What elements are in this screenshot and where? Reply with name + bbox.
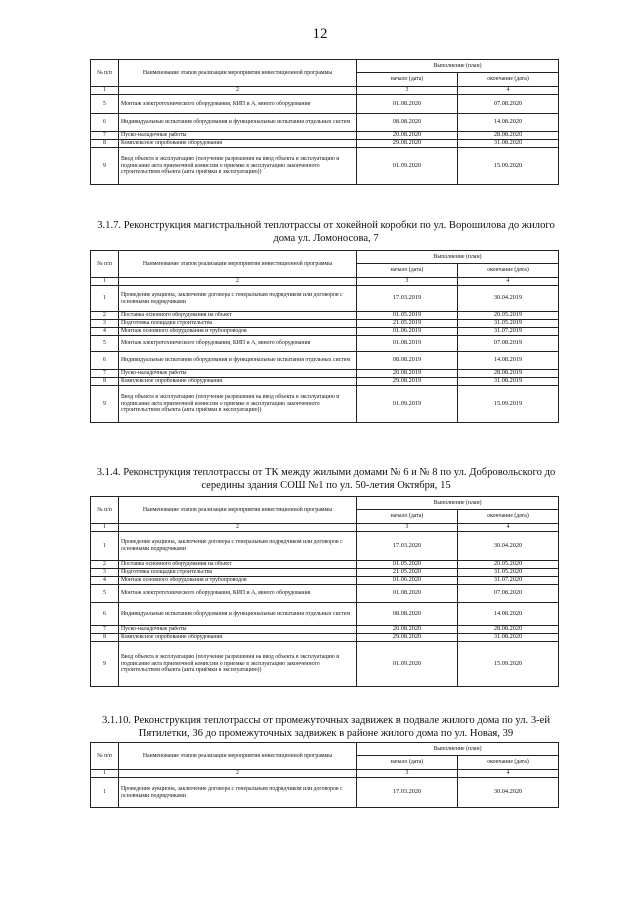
table-row xyxy=(91,585,559,603)
end-date: 15.09.2020 xyxy=(458,642,559,687)
column-header-stage: Наименование этапов реализации мероприятия инвестиционной программы xyxy=(119,497,357,524)
column-index: 2 xyxy=(119,87,357,95)
table-row xyxy=(91,132,559,140)
column-index: 3 xyxy=(357,278,458,286)
header-row xyxy=(91,251,559,264)
row-number: 6 xyxy=(91,114,119,132)
stage-name: Комплексное опробование оборудования xyxy=(119,140,357,148)
end-date: 15.09.2019 xyxy=(458,386,559,423)
end-date: 31.07.2020 xyxy=(458,577,559,585)
column-header-end: окончание (дата) xyxy=(458,756,559,770)
table-row xyxy=(91,336,559,352)
end-date: 15.09.2020 xyxy=(458,148,559,185)
start-date: 29.08.2020 xyxy=(357,140,458,148)
section-heading: 3.1.10. Реконструкция теплотрассы от промежуточных задвижек в подвале жилого дома по ул. 3-ей Пятилетки, 36 до промежуточных задвижек в районе жилого дома по ул. Новая, 39 xyxy=(101,715,551,739)
row-number: 8 xyxy=(91,140,119,148)
end-date: 31.08.2020 xyxy=(458,634,559,642)
stage-name: Пуско-наладочные работы xyxy=(119,370,357,378)
table-row xyxy=(91,561,559,569)
column-index-row xyxy=(91,278,559,286)
column-header-num: № п/п xyxy=(91,497,119,524)
schedule-table xyxy=(90,59,559,185)
row-number: 1 xyxy=(91,778,119,808)
stage-name: Монтаж основного оборудования и трубопроводов xyxy=(119,577,357,585)
stage-name: Проведение аукциона, заключение договора с генеральным подрядчиком или договоров с основными подрядчиками xyxy=(119,286,357,312)
stage-name: Комплексное опробование оборудования xyxy=(119,634,357,642)
column-header-stage: Наименование этапов реализации мероприятия инвестиционной программы xyxy=(119,60,357,87)
stage-name: Монтаж электротехнического оборудования, КИП и А, явного оборудования xyxy=(119,336,357,352)
start-date: 17.03.2019 xyxy=(357,286,458,312)
start-date: 17.03.2020 xyxy=(357,778,458,808)
end-date: 31.07.2019 xyxy=(458,328,559,336)
end-date: 30.04.2020 xyxy=(458,532,559,561)
start-date: 20.08.2020 xyxy=(357,626,458,634)
row-number: 2 xyxy=(91,312,119,320)
table-row xyxy=(91,569,559,577)
row-number: 8 xyxy=(91,634,119,642)
table-row xyxy=(91,328,559,336)
column-header-execution: Выполнение (план) xyxy=(357,60,559,73)
end-date: 28.08.2019 xyxy=(458,370,559,378)
table-row xyxy=(91,532,559,561)
stage-name: Ввод объекта в эксплуатацию (получение разрешения на ввод объекта в эксплуатацию и подписание акта приемочной комиссии о приемке в эксплуатацию законченного строительством объекта (акта приёмки в эксплуатацию)) xyxy=(119,148,357,185)
start-date: 29.08.2020 xyxy=(357,634,458,642)
stage-name: Подготовка площадки строительства xyxy=(119,320,357,328)
table-row xyxy=(91,370,559,378)
table-row xyxy=(91,634,559,642)
end-date: 07.08.2020 xyxy=(458,585,559,603)
end-date: 14.08.2020 xyxy=(458,603,559,626)
column-index: 2 xyxy=(119,524,357,532)
row-number: 8 xyxy=(91,378,119,386)
start-date: 01.08.2019 xyxy=(357,336,458,352)
column-header-num: № п/п xyxy=(91,251,119,278)
row-number: 2 xyxy=(91,561,119,569)
column-index: 1 xyxy=(91,770,119,778)
stage-name: Индивидуальные испытания оборудования и функциональные испытания отдельных систем xyxy=(119,114,357,132)
table-row xyxy=(91,626,559,634)
row-number: 6 xyxy=(91,352,119,370)
start-date: 08.08.2019 xyxy=(357,352,458,370)
column-header-end: окончание (дата) xyxy=(458,510,559,524)
row-number: 9 xyxy=(91,642,119,687)
row-number: 5 xyxy=(91,95,119,114)
row-number: 9 xyxy=(91,148,119,185)
end-date: 31.08.2019 xyxy=(458,378,559,386)
row-number: 7 xyxy=(91,626,119,634)
start-date: 08.08.2020 xyxy=(357,603,458,626)
end-date: 31.08.2020 xyxy=(458,140,559,148)
column-index: 1 xyxy=(91,278,119,286)
column-index-row xyxy=(91,87,559,95)
column-header-end: окончание (дата) xyxy=(458,264,559,278)
column-header-start: начало (дата) xyxy=(357,756,458,770)
row-number: 4 xyxy=(91,577,119,585)
start-date: 01.05.2020 xyxy=(357,561,458,569)
column-index-row xyxy=(91,524,559,532)
table-row xyxy=(91,95,559,114)
end-date: 30.04.2019 xyxy=(458,286,559,312)
start-date: 21.05.2020 xyxy=(357,569,458,577)
column-index: 4 xyxy=(458,87,559,95)
stage-name: Индивидуальные испытания оборудования и функциональные испытания отдельных систем xyxy=(119,603,357,626)
start-date: 01.09.2020 xyxy=(357,642,458,687)
start-date: 01.08.2020 xyxy=(357,585,458,603)
stage-name: Подготовка площадки строительства xyxy=(119,569,357,577)
end-date: 20.05.2019 xyxy=(458,312,559,320)
section-heading: 3.1.7. Реконструкция магистральной теплотрассы от хокейной коробки по ул. Ворошилова до жилого дома ул. Ломоносова, 7 xyxy=(97,220,555,244)
end-date: 28.08.2020 xyxy=(458,626,559,634)
header-row xyxy=(91,60,559,73)
header-row xyxy=(91,743,559,756)
start-date: 20.08.2019 xyxy=(357,370,458,378)
column-index: 4 xyxy=(458,770,559,778)
column-index: 3 xyxy=(357,524,458,532)
column-header-start: начало (дата) xyxy=(357,73,458,87)
table-row xyxy=(91,378,559,386)
table-row xyxy=(91,312,559,320)
table-row xyxy=(91,114,559,132)
row-number: 7 xyxy=(91,370,119,378)
stage-name: Комплексное опробование оборудования xyxy=(119,378,357,386)
row-number: 9 xyxy=(91,386,119,423)
start-date: 01.09.2020 xyxy=(357,148,458,185)
row-number: 6 xyxy=(91,603,119,626)
start-date: 01.06.2020 xyxy=(357,577,458,585)
table-row xyxy=(91,352,559,370)
row-number: 3 xyxy=(91,569,119,577)
column-index: 2 xyxy=(119,770,357,778)
stage-name: Поставка основного оборудования на объект xyxy=(119,312,357,320)
column-index: 2 xyxy=(119,278,357,286)
start-date: 20.08.2020 xyxy=(357,132,458,140)
column-header-end: окончание (дата) xyxy=(458,73,559,87)
header-row xyxy=(91,497,559,510)
end-date: 14.08.2019 xyxy=(458,352,559,370)
stage-name: Пуско-наладочные работы xyxy=(119,132,357,140)
column-header-execution: Выполнение (план) xyxy=(357,743,559,756)
column-header-num: № п/п xyxy=(91,60,119,87)
page-number: 12 xyxy=(312,26,328,42)
stage-name: Монтаж основного оборудования и трубопроводов xyxy=(119,328,357,336)
row-number: 1 xyxy=(91,532,119,561)
end-date: 30.04.2020 xyxy=(458,778,559,808)
column-index: 4 xyxy=(458,278,559,286)
stage-name: Ввод объекта в эксплуатацию (получение разрешения на ввод объекта в эксплуатацию и подписание акта приемочной комиссии о приемке в эксплуатацию законченного строительством объекта (акта приёмки в эксплуатацию)) xyxy=(119,386,357,423)
column-header-start: начало (дата) xyxy=(357,264,458,278)
start-date: 01.06.2019 xyxy=(357,328,458,336)
table-row xyxy=(91,148,559,185)
stage-name: Поставка основного оборудования на объект xyxy=(119,561,357,569)
row-number: 7 xyxy=(91,132,119,140)
end-date: 14.08.2020 xyxy=(458,114,559,132)
section-heading: 3.1.4. Реконструкция теплотрассы от ТК между жилыми домами № 6 и № 8 по ул. Добровольского до середины здания СОШ №1 по ул. 50-летия Октября, 15 xyxy=(96,467,556,491)
stage-name: Индивидуальные испытания оборудования и функциональные испытания отдельных систем xyxy=(119,352,357,370)
end-date: 31.05.2019 xyxy=(458,320,559,328)
table-row xyxy=(91,642,559,687)
column-index: 4 xyxy=(458,524,559,532)
start-date: 21.05.2019 xyxy=(357,320,458,328)
table-row xyxy=(91,320,559,328)
column-header-stage: Наименование этапов реализации мероприятия инвестиционной программы xyxy=(119,251,357,278)
end-date: 28.08.2020 xyxy=(458,132,559,140)
start-date: 08.08.2020 xyxy=(357,114,458,132)
end-date: 20.05.2020 xyxy=(458,561,559,569)
row-number: 3 xyxy=(91,320,119,328)
row-number: 1 xyxy=(91,286,119,312)
end-date: 07.08.2020 xyxy=(458,95,559,114)
column-index: 1 xyxy=(91,87,119,95)
table-row xyxy=(91,603,559,626)
schedule-table xyxy=(90,742,559,808)
column-header-execution: Выполнение (план) xyxy=(357,497,559,510)
table-row xyxy=(91,386,559,423)
column-header-num: № п/п xyxy=(91,743,119,770)
table-row xyxy=(91,140,559,148)
start-date: 01.09.2019 xyxy=(357,386,458,423)
table-row xyxy=(91,778,559,808)
column-index: 3 xyxy=(357,87,458,95)
row-number: 5 xyxy=(91,336,119,352)
row-number: 5 xyxy=(91,585,119,603)
table-row xyxy=(91,577,559,585)
column-index: 3 xyxy=(357,770,458,778)
end-date: 07.08.2019 xyxy=(458,336,559,352)
start-date: 29.08.2019 xyxy=(357,378,458,386)
table-row xyxy=(91,286,559,312)
stage-name: Монтаж электротехнического оборудования, КИП и А, явного оборудования xyxy=(119,95,357,114)
column-index-row xyxy=(91,770,559,778)
column-header-start: начало (дата) xyxy=(357,510,458,524)
stage-name: Проведение аукциона, заключение договора с генеральным подрядчиком или договоров с основными подрядчиками xyxy=(119,778,357,808)
column-header-execution: Выполнение (план) xyxy=(357,251,559,264)
column-header-stage: Наименование этапов реализации мероприятия инвестиционной программы xyxy=(119,743,357,770)
schedule-table xyxy=(90,250,559,423)
start-date: 17.03.2020 xyxy=(357,532,458,561)
start-date: 01.05.2019 xyxy=(357,312,458,320)
stage-name: Монтаж электротехнического оборудования, КИП и А, явного оборудования xyxy=(119,585,357,603)
schedule-table xyxy=(90,496,559,687)
stage-name: Пуско-наладочные работы xyxy=(119,626,357,634)
row-number: 4 xyxy=(91,328,119,336)
start-date: 01.08.2020 xyxy=(357,95,458,114)
end-date: 31.05.2020 xyxy=(458,569,559,577)
stage-name: Проведение аукциона, заключение договора с генеральным подрядчиком или договоров с основными подрядчиками xyxy=(119,532,357,561)
stage-name: Ввод объекта в эксплуатацию (получение разрешения на ввод объекта в эксплуатацию и подписание акта приемочной комиссии о приемке в эксплуатацию законченного строительством объекта (акта приёмки в эксплуатацию)) xyxy=(119,642,357,687)
column-index: 1 xyxy=(91,524,119,532)
